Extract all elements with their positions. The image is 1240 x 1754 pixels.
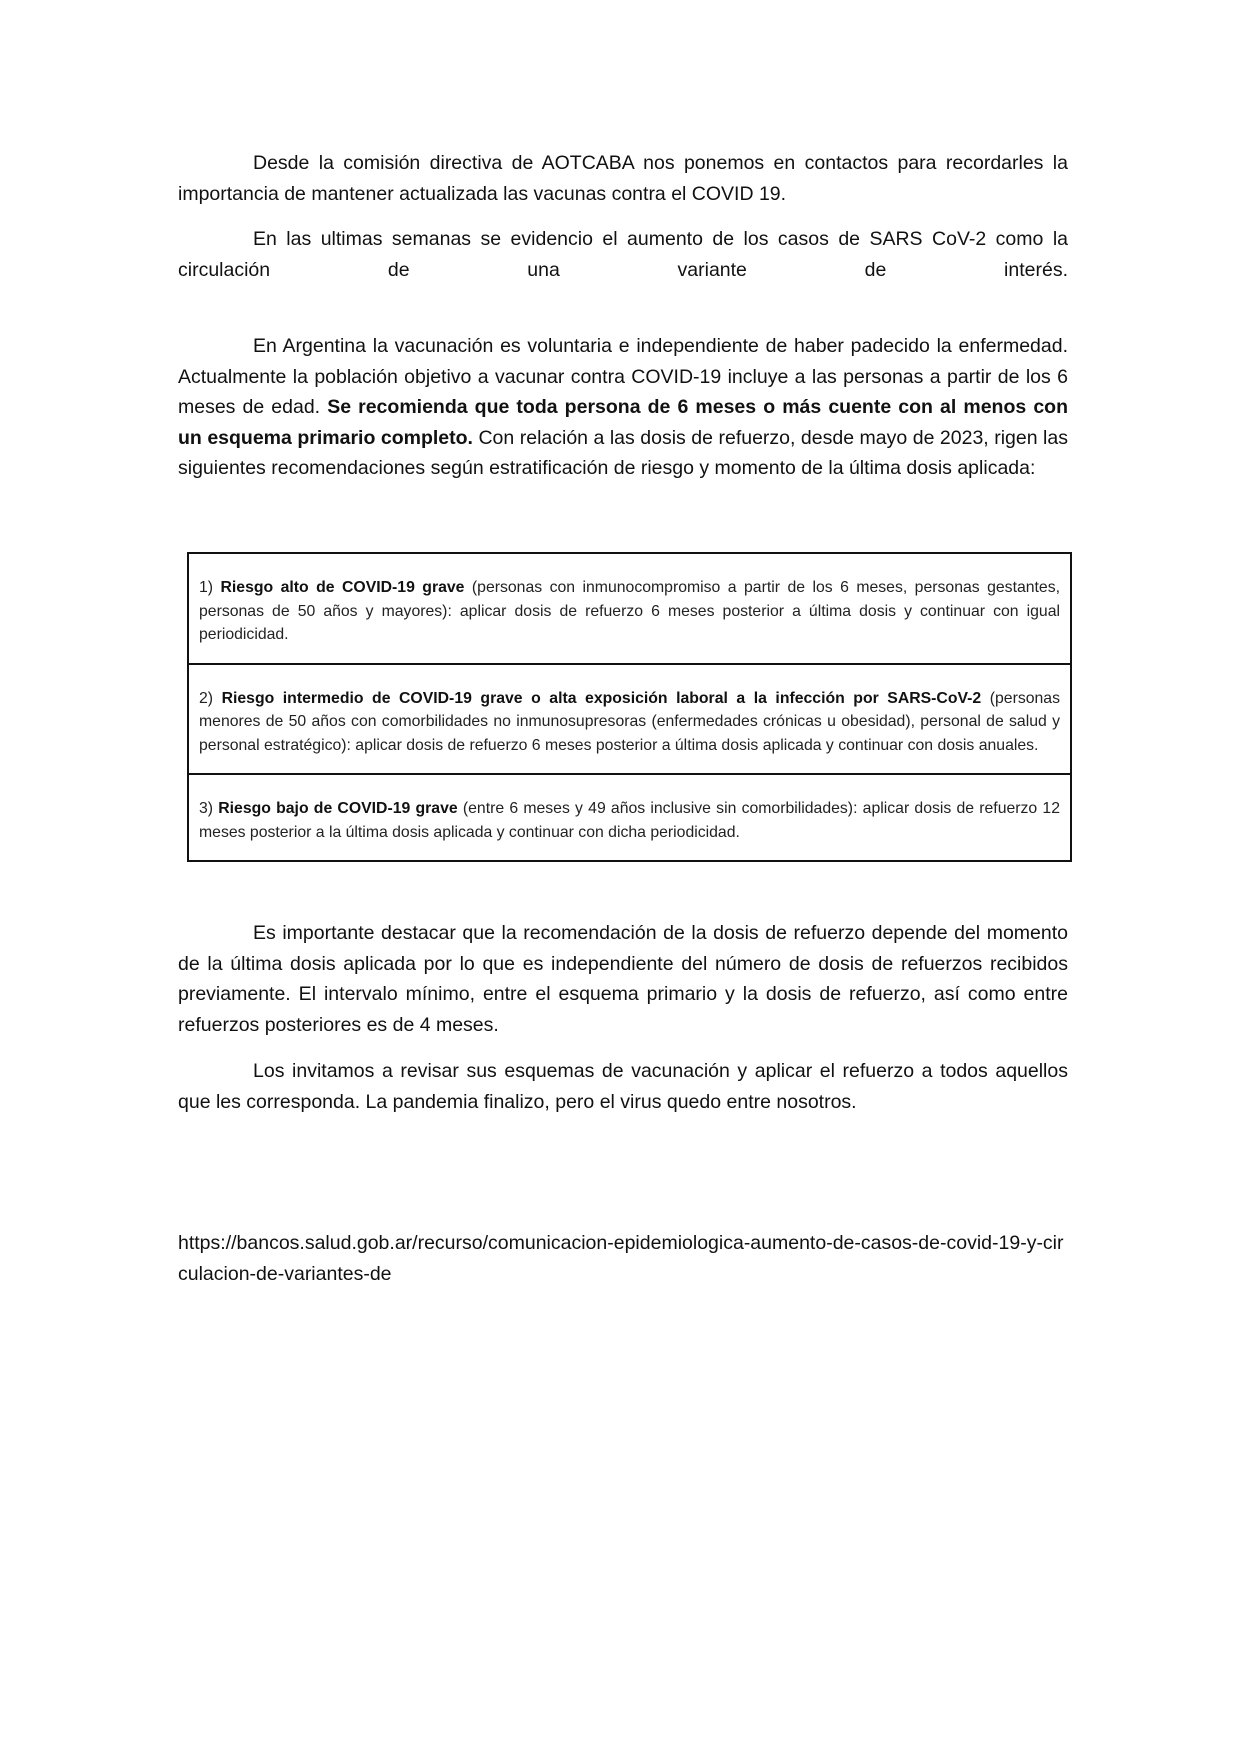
risk-row-low: [189, 775, 1070, 860]
risk-row-description: (entre 6 meses y 49 años inclusive sin comorbilidades): aplicar dosis de refuerzo 12 meses posterior a la última dosis aplicada y continuar con dicha periodicidad.: [199, 800, 1060, 841]
risk-row-number: 2): [199, 689, 222, 707]
paragraph-vaccination-policy: [178, 331, 1068, 484]
risk-row-intermediate: [189, 665, 1070, 776]
risk-row-high: [189, 554, 1070, 665]
risk-row-title: Riesgo intermedio de COVID-19 grave o alta exposición laboral a la infección por SARS-CoV-2: [221, 689, 982, 707]
risk-stratification-table: [187, 552, 1072, 862]
risk-row-description: (personas con inmunocompromiso a partir de los 6 meses, personas gestantes, personas de 50 años y mayores): aplicar dosis de refuerzo 6 meses posterior a última dosis y continuar con igual periodicidad.: [199, 579, 1060, 643]
risk-row-title: Riesgo alto de COVID-19 grave: [220, 579, 465, 596]
paragraph-vaccination-policy-recommendation: Se recomienda que toda persona de 6 meses o más cuente con al menos con un esquema primario completo.: [178, 396, 1068, 449]
paragraph-cases-increase: En las ultimas semanas se evidencio el aumento de los casos de SARS CoV-2 como la circulación de una variante de interés.: [178, 228, 1068, 281]
risk-row-description: (personas menores de 50 años con comorbilidades no inmunosupresoras (enfermedades crónicas u obesidad), personal de salud y personal estratégico): aplicar dosis de refuerzo 6 meses posterior a última dosis aplicada y continuar con dosis anuales.: [199, 689, 1060, 754]
source-url-link[interactable]: https://bancos.salud.gob.ar/recurso/comunicacion-epidemiologica-aumento-de-casos-de-covid-19-y-circulacion-de-variantes-de: [178, 1232, 1064, 1285]
paragraph-intro: Desde la comisión directiva de AOTCABA nos ponemos en contactos para recordarles la importancia de mantener actualizada las vacunas contra el COVID 19.: [178, 152, 1068, 205]
paragraph-booster-interval: Es importante destacar que la recomendación de la dosis de refuerzo depende del momento de la última dosis aplicada por lo que es independiente del número de dosis de refuerzos recibidos previamente. El intervalo mínimo, entre el esquema primario y la dosis de refuerzo, así como entre refuerzos posteriores es de 4 meses.: [178, 922, 1068, 1036]
paragraph-closing: Los invitamos a revisar sus esquemas de vacunación y aplicar el refuerzo a todos aquellos que les corresponda. La pandemia finalizo, pero el virus quedo entre nosotros.: [178, 1060, 1068, 1113]
paragraph-vaccination-policy-rest: Con relación a las dosis de refuerzo, desde mayo de 2023, rigen las siguientes recomendaciones según estratificación de riesgo y momento de la última dosis aplicada:: [178, 426, 1068, 479]
risk-row-number: 3): [199, 800, 219, 817]
risk-row-title: Riesgo bajo de COVID-19 grave: [218, 800, 458, 817]
paragraph-vaccination-policy-intro: En Argentina la vacunación es voluntaria e independiente de haber padecido la enfermedad. Actualmente la población objetivo a vacunar contra COVID-19 incluye a las personas a partir de los 6 meses de edad.: [178, 335, 1068, 418]
risk-row-number: 1): [199, 579, 221, 596]
